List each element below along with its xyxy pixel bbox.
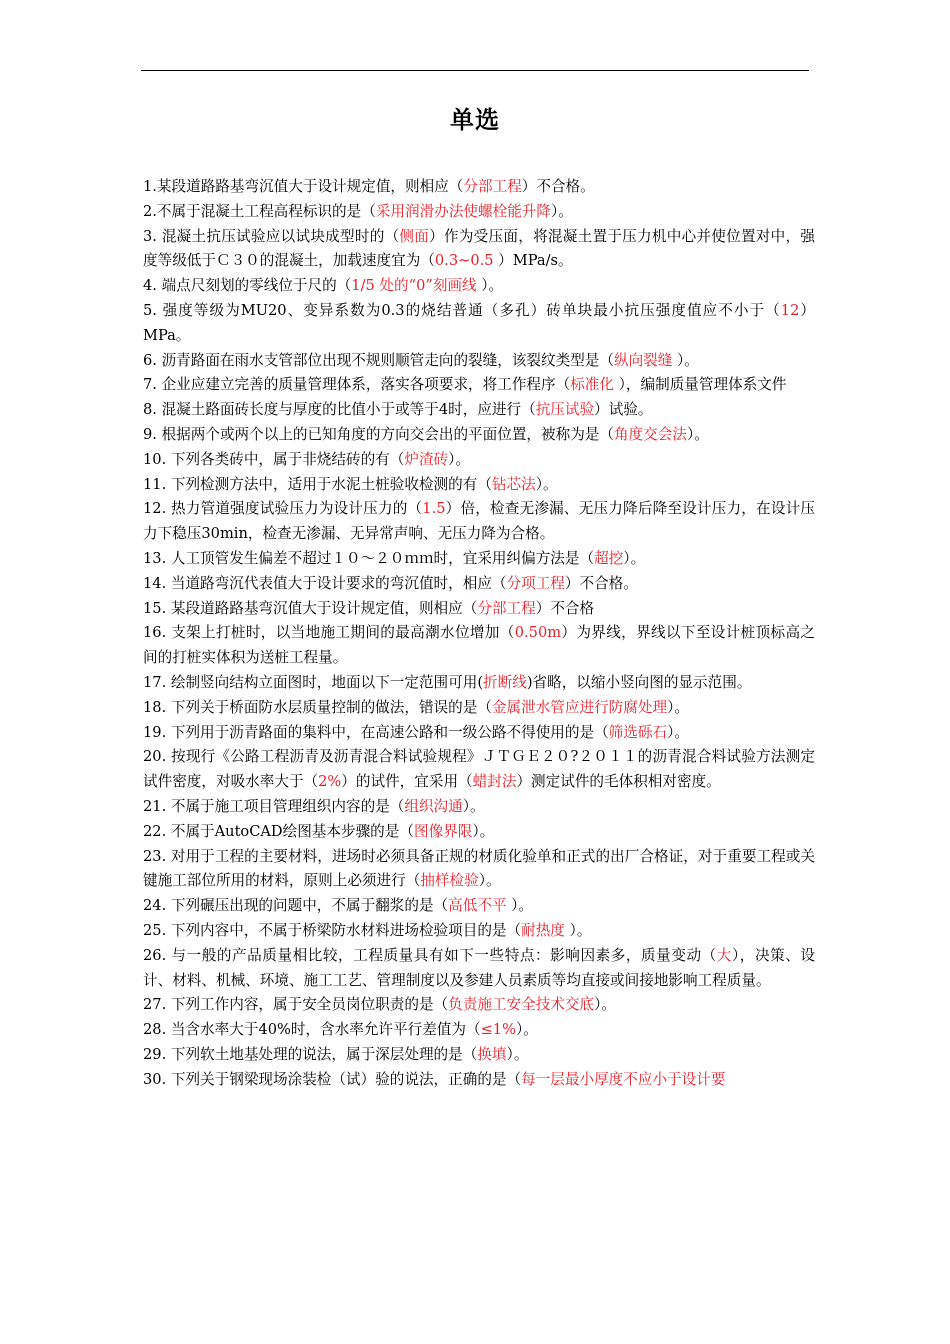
question-item [143, 993, 815, 1018]
question-text: 17. 绘制竖向结构立面图时，地面以下一定范围可用( [143, 673, 484, 691]
question-item [143, 621, 815, 671]
question-text: 16. 支架上打桩时，以当地施工期间的最高潮水位增加（ [143, 624, 515, 642]
answer-text: 分部工程 [477, 599, 536, 617]
answer-text: 分部工程 [463, 178, 522, 195]
question-text: 28. 当含水率大于40%时，含水率允许平行差值为（ [143, 1021, 481, 1039]
answer-text: 筛选砾石 [608, 723, 668, 741]
answer-text: 1/5 处的“0”刻画线 [351, 277, 477, 295]
question-text: 1.某段道路路基弯沉值大于设计规定值，则相应（ [143, 178, 464, 195]
question-item [143, 423, 815, 448]
question-text: 26. 与一般的产品质量相比较，工程质量具有如下一些特点：影响因素多，质量变动（ [143, 946, 717, 964]
question-text: ）。 [448, 450, 471, 468]
question-item [143, 547, 815, 572]
answer-text: 高低不平 [448, 897, 507, 915]
question-item [143, 299, 815, 349]
question-text: ）MPa。 [143, 301, 815, 344]
question-text: ）作为受压面，将混凝土置于压力机中心并使位置对中，强度等级低于Ｃ３０的混凝土，加载速度宜为（ [143, 227, 815, 270]
question-item [143, 820, 815, 845]
question-item [143, 373, 815, 398]
question-item [143, 1043, 815, 1068]
answer-text: 分项工程 [506, 574, 565, 592]
question-item [143, 795, 815, 820]
question-item [143, 274, 815, 299]
question-item [143, 572, 815, 597]
question-text: ）。 [476, 277, 504, 295]
question-text: ）。 [478, 872, 501, 890]
question-text: 18. 下列关于桥面防水层质量控制的做法，错误的是（ [143, 698, 492, 716]
question-text: ）。 [462, 797, 485, 815]
question-item [143, 398, 815, 423]
question-list [143, 175, 815, 1092]
question-text: ）试验。 [594, 401, 653, 419]
question-item [143, 721, 815, 746]
question-item [143, 597, 815, 622]
question-text: 21. 不属于施工项目管理组织内容的是（ [143, 797, 405, 815]
question-text: ）不合格。 [521, 178, 595, 195]
answer-text: 标准化 [570, 376, 614, 394]
question-text: 29. 下列软土地基处理的说法，属于深层处理的是（ [143, 1045, 478, 1063]
question-text: ），决策、设计、材料、机械、环境、施工工艺、管理制度以及参建人员素质等均直接或间接地影响工程质量。 [143, 946, 815, 989]
question-item [143, 175, 815, 200]
question-text: 4. 端点尺刻划的零线位于尺的（ [143, 277, 352, 295]
question-text: ）。 [672, 351, 699, 369]
answer-text: 组织沟通 [404, 797, 463, 815]
question-text: 20. 按现行《公路工程沥青及沥青混合料试验规程》ＪＴＧＥ２０?２０１１的沥青混合料试验方法测定试件密度，对吸水率大于（ [143, 748, 815, 791]
question-text: 22. 不属于AutoCAD绘图基本步骤的是（ [143, 822, 414, 840]
answer-text: 金属泄水管应进行防腐处理 [491, 698, 668, 716]
question-item [143, 225, 815, 275]
answer-text: 负责施工安全技术交底 [448, 996, 595, 1014]
question-item [143, 200, 815, 225]
question-text: 14. 当道路弯沉代表值大于设计要求的弯沉值时，相应（ [143, 574, 507, 592]
question-item [143, 497, 815, 547]
answer-text: 侧面 [399, 227, 430, 245]
answer-text: 纵向裂缝 [613, 351, 673, 369]
question-text: ）。 [667, 723, 689, 741]
question-text: 13. 人工顶管发生偏差不超过１０～２０ｍｍ时，宜采用纠偏方法是（ [143, 549, 595, 567]
answer-text: 大 [716, 946, 732, 964]
question-item [143, 845, 815, 895]
answer-text: ≤1% [480, 1021, 516, 1039]
answer-text: 耐热度 [521, 921, 565, 939]
question-text: ）。 [667, 698, 689, 716]
question-text: 12. 热力管道强度试验压力为设计压力的（ [143, 500, 423, 518]
answer-text: 0.50m [514, 624, 562, 642]
answer-text: 图像界限 [413, 822, 473, 840]
question-text: ）。 [472, 822, 495, 840]
question-text: 6. 沥青路面在雨水支管部位出现不规则顺管走向的裂缝，该裂纹类型是（ [143, 351, 614, 369]
question-item [143, 1068, 815, 1093]
page-title: 单选 [450, 106, 500, 134]
answer-text: 钻芯法 [491, 475, 536, 493]
question-item [143, 448, 815, 473]
question-text: ）。 [515, 1021, 538, 1039]
question-item [143, 349, 815, 374]
question-text: 25. 下列内容中，不属于桥梁防水材料进场检验项目的是（ [143, 921, 522, 939]
question-text: ）为界线，界线以下至设计桩顶标高之间的打桩实体积为送桩工程量。 [143, 624, 815, 667]
answer-text: 蜡封法 [472, 773, 517, 791]
answer-text: 每一层最小厚度不应小于设计要 [521, 1070, 726, 1088]
question-text: ）。 [535, 475, 558, 493]
question-text: ）的试件，宜采用（ [341, 773, 473, 791]
answer-text: 2% [318, 773, 342, 791]
question-text: ）不合格 [535, 599, 595, 617]
question-text: ）。 [506, 1045, 529, 1063]
question-item [143, 696, 815, 721]
answer-text: 采用润滑办法使螺栓能升降 [375, 202, 551, 220]
question-text: ）。 [564, 921, 592, 939]
question-item [143, 919, 815, 944]
question-item [143, 1018, 815, 1043]
question-item [143, 473, 815, 498]
question-text: 15. 某段道路路基弯沉值大于设计规定值，则相应（ [143, 599, 478, 617]
question-text: ）。 [550, 202, 573, 220]
question-item [143, 894, 815, 919]
question-text: )省略，以缩小竖向图的显示范围。 [526, 673, 752, 691]
answer-text: 超挖 [594, 549, 624, 567]
answer-text: 炉渣砖 [404, 450, 449, 468]
question-text: ）。 [623, 549, 646, 567]
question-text: 5. 强度等级为MU20、变异系数为0.3的烧结普通（多孔）砖单块最小抗压强度值应不小于（ [143, 301, 781, 319]
answer-text: 0.3~0.5 [434, 252, 494, 270]
question-text: 30. 下列关于钢梁现场涂装检（试）验的说法，正确的是（ [143, 1070, 522, 1088]
question-text: ）测定试件的毛体积相对密度。 [516, 773, 721, 791]
question-text: 11. 下列检测方法中，适用于水泥土桩验收检测的有（ [143, 475, 492, 493]
answer-text: 折断线 [483, 673, 527, 691]
question-text: ）倍，检查无渗漏、无压力降后降至设计压力，在设计压力下稳压30min，检查无渗漏、无异常声响、无压力降为合格。 [143, 500, 815, 543]
question-text: 23. 对用于工程的主要材料，进场时必须具备正规的材质化验单和正式的出厂合格证，对于重要工程或关键施工部位所用的材料，原则上必须进行（ [143, 847, 815, 890]
question-text: 19. 下列用于沥青路面的集料中，在高速公路和一级公路不得使用的是（ [143, 723, 609, 741]
question-text: 27. 下列工作内容，属于安全员岗位职责的是（ [143, 996, 449, 1014]
question-item [143, 745, 815, 795]
question-text: 3. 混凝土抗压试验应以试块成型时的（ [143, 227, 400, 245]
answer-text: 1.5 [422, 500, 446, 518]
question-item [143, 944, 815, 994]
question-text: ）。 [506, 897, 534, 915]
header-rule [141, 70, 809, 71]
question-text: 2.不属于混凝土工程高程标识的是（ [143, 202, 376, 220]
question-text: ），编制质量管理体系文件 [614, 376, 787, 394]
answer-text: 12 [780, 301, 800, 319]
question-text: 8. 混凝土路面砖长度与厚度的比值小于或等于4时，应进行（ [143, 401, 536, 419]
question-text: ）。 [594, 996, 616, 1014]
question-text: 7. 企业应建立完善的质量管理体系，落实各项要求，将工作程序（ [143, 376, 571, 394]
question-item [143, 671, 815, 696]
question-text: ）MPa/s。 [493, 252, 573, 270]
question-text: ）不合格。 [564, 574, 638, 592]
question-text: 9. 根据两个或两个以上的已知角度的方向交会出的平面位置，被称为是（ [143, 425, 614, 443]
question-text: ）。 [686, 425, 709, 443]
answer-text: 换填 [477, 1045, 507, 1063]
question-text: 10. 下列各类砖中，属于非烧结砖的有（ [143, 450, 405, 468]
answer-text: 抽样检验 [420, 872, 479, 890]
question-text: 24. 下列碾压出现的问题中，不属于翻浆的是（ [143, 897, 449, 915]
answer-text: 角度交会法 [613, 425, 687, 443]
answer-text: 抗压试验 [535, 401, 595, 419]
